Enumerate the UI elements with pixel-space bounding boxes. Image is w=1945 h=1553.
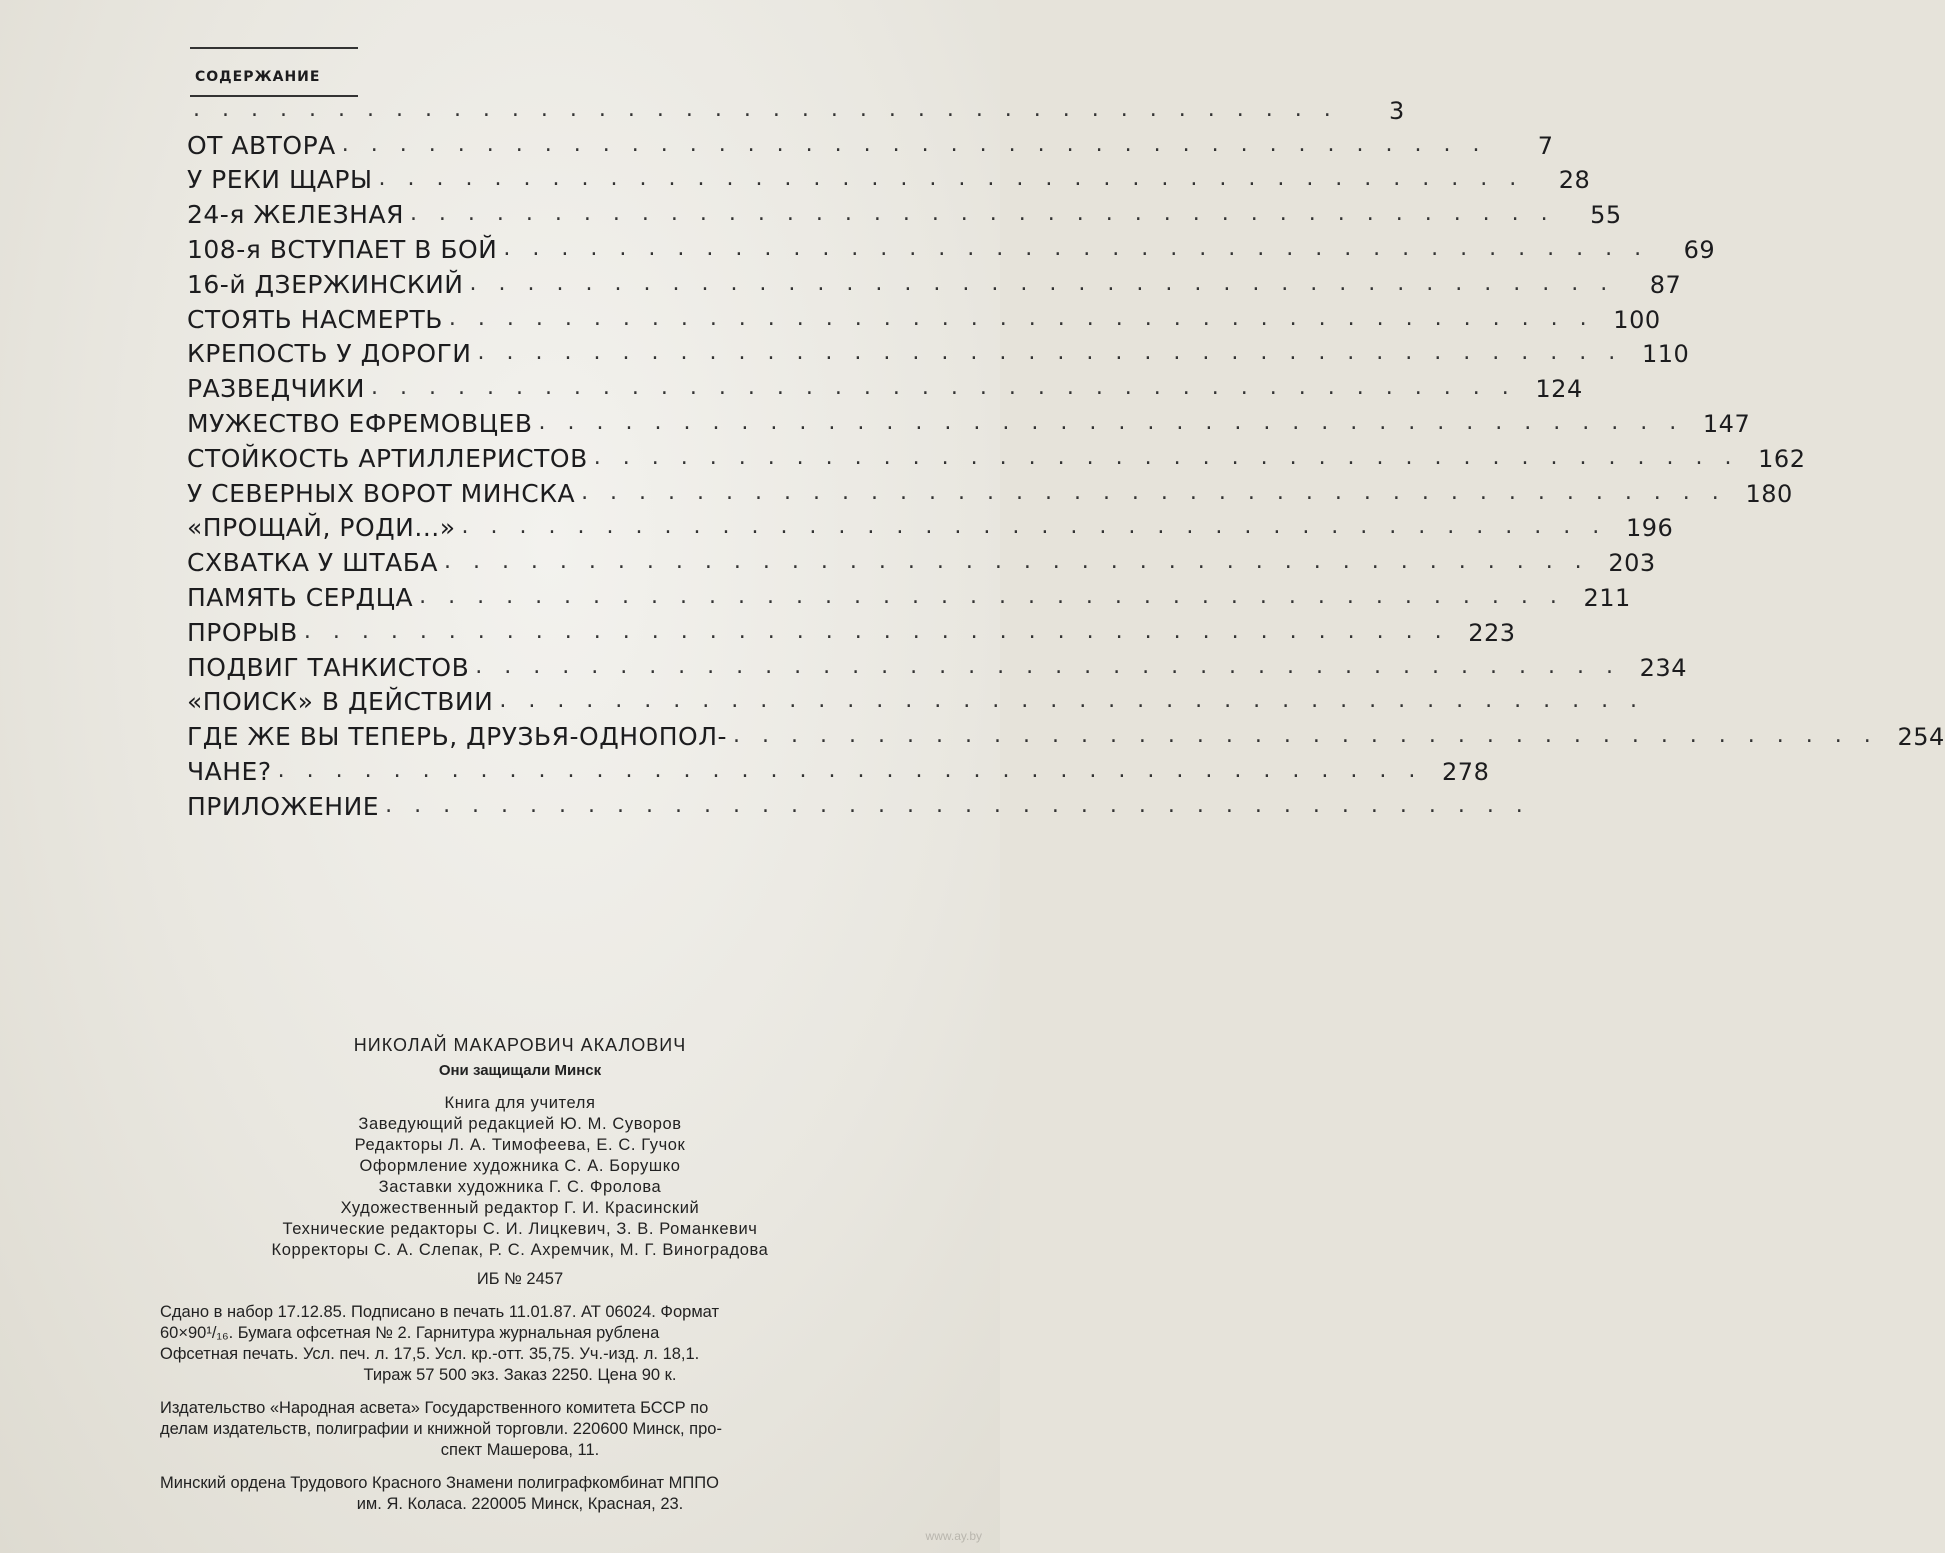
publisher-line: спект Машерова, 11. (440, 1441, 600, 1459)
toc-entry-title: СХВАТКА У ШТАБА (187, 548, 438, 578)
toc-entry-title: ПРОРЫВ (187, 617, 298, 647)
toc-entry (187, 264, 1682, 299)
toc-leader-dots: ........................................ (370, 375, 1531, 401)
toc-entry (187, 786, 1545, 821)
toc-entry-title: РАЗВЕДЧИКИ (187, 374, 365, 404)
toc-entry (187, 334, 1690, 369)
print-detail-line: Офсетная печать. Усл. печ. л. 17,5. Усл. кр.-отт. 35,75. Уч.-изд. л. 18,1. (160, 1345, 700, 1363)
toc-leader-dots: ........................................ (475, 653, 1635, 679)
print-detail-line: Тираж 57 500 экз. Заказ 2250. Цена 90 к. (363, 1366, 677, 1384)
toc-entry (187, 194, 1622, 230)
publisher-line: Издательство «Народная асвета» Государственного комитета БССР по (160, 1399, 709, 1417)
toc-entry-page: 147 (1702, 409, 1751, 438)
toc-entry (187, 508, 1674, 543)
toc-entry-title: 108-я ВСТУПАЕТ В БОЙ (187, 234, 498, 264)
toc-leader-dots: ........................................ (277, 757, 1438, 783)
author-name: НИКОЛАЙ МАКАРОВИЧ АКАЛОВИЧ (353, 1035, 687, 1055)
toc-entry-title: СТОЙКОСТЬ АРТИЛЛЕРИСТОВ (187, 443, 588, 473)
toc-entry (187, 160, 1591, 195)
toc-entry-page: 28 (1558, 166, 1591, 195)
credit-line: Корректоры С. А. Слепак, Р. С. Ахремчик, М. Г. Виноградова (271, 1241, 769, 1259)
toc-entry-title: КРЕПОСТЬ У ДОРОГИ (187, 339, 472, 369)
toc-entry (187, 90, 1405, 125)
toc-entry (187, 473, 1793, 508)
toc-entry-page: 180 (1745, 479, 1793, 508)
toc-entry (187, 577, 1631, 612)
toc-entry-title: СТОЯТЬ НАСМЕРТЬ (187, 304, 443, 334)
toc-entry-title: ПОДВИГ ТАНКИСТОВ (187, 652, 470, 682)
toc-entry-page: 211 (1583, 583, 1631, 612)
toc-leader-dots: ........................................ (503, 235, 1664, 261)
toc-entry (187, 125, 1554, 160)
toc-entry (187, 438, 1806, 473)
credit-line: Технические редакторы С. И. Лицкевич, З. В. Романкевич (282, 1220, 758, 1238)
credit-line: Редакторы Л. А. Тимофеева, Е. С. Гучок (354, 1136, 686, 1154)
toc-leader-dots: ........................................ (461, 514, 1622, 540)
toc-entry-title: ПРИЛОЖЕНИЕ (187, 791, 380, 821)
toc-entry-title: ГДЕ ЖЕ ВЫ ТЕПЕРЬ, ДРУЗЬЯ-ОДНОПОЛ- (187, 722, 728, 752)
printer-line: им. Я. Коласа. 220005 Минск, Красная, 23. (356, 1495, 684, 1513)
toc-entry-page: 100 (1613, 305, 1661, 334)
toc-leader-dots: ........................................ (499, 688, 1660, 714)
toc-entry (187, 682, 1660, 717)
toc-leader-dots: ........................................ (385, 792, 1545, 818)
toc-entry (187, 751, 1490, 786)
toc-entry-title: 16-й ДЗЕРЖИНСКИЙ (187, 269, 464, 299)
toc-entry (187, 612, 1516, 647)
toc-entry-page: 69 (1683, 235, 1716, 264)
toc-entry-page: 162 (1758, 444, 1806, 473)
toc-entry-page: 254 (1897, 723, 1945, 752)
toc-entry-page: 110 (1641, 340, 1690, 369)
toc-entry (187, 647, 1687, 682)
toc-entry (187, 542, 1656, 578)
toc-entry-title: ОТ АВТОРА (187, 130, 336, 160)
toc-entry-page: 7 (1537, 131, 1554, 160)
toc-entry-page: 203 (1608, 549, 1656, 578)
toc-entry (187, 368, 1583, 404)
watermark: www.ay.by (925, 1529, 982, 1543)
toc-leader-dots: ........................................ (443, 549, 1604, 575)
toc-entry (187, 403, 1751, 438)
publisher-line: делам издательств, полиграфии и книжной торговли. 220600 Минск, про- (160, 1420, 722, 1438)
toc-entry-page: 124 (1535, 375, 1583, 404)
imprint-block (160, 1035, 880, 1515)
printer-info (160, 1473, 880, 1515)
toc-entry-page: 223 (1468, 618, 1516, 647)
toc-entry-title: У СЕВЕРНЫХ ВОРОТ МИНСКА (187, 478, 576, 508)
toc-leader-dots: ........................................ (593, 444, 1754, 470)
toc-heading: содержание (195, 62, 321, 86)
toc-leader-dots: ........................................ (378, 166, 1539, 192)
printer-line: Минский ордена Трудового Красного Знамени полиграфкомбинат МППО (160, 1474, 719, 1492)
toc-leader-dots: ........................................ (477, 340, 1638, 366)
print-detail-line: Сдано в набор 17.12.85. Подписано в печать 11.01.87. АТ 06024. Формат (160, 1303, 720, 1321)
credit-line: Оформление художника С. А. Борушко (359, 1157, 681, 1175)
toc-leader-dots: ........................................ (733, 723, 1893, 749)
toc-leader-dots: ........................................ (581, 479, 1741, 505)
toc-leader-dots: ........................................ (448, 305, 1609, 331)
toc-leader-dots: ........................................ (419, 583, 1579, 609)
credit-line: Художественный редактор Г. И. Красинский (340, 1199, 700, 1217)
table-of-contents (187, 90, 1945, 821)
toc-leader-dots: ........................................ (303, 618, 1464, 644)
publisher-info (160, 1398, 880, 1461)
toc-entry (187, 299, 1661, 334)
toc-entry-title: МУЖЕСТВО ЕФРЕМОВЦЕВ (187, 408, 533, 438)
toc-entry-page: 196 (1625, 514, 1674, 543)
toc-leader-dots: ........................................ (409, 201, 1570, 227)
toc-leader-dots: ........................................ (469, 270, 1630, 296)
credit-line: Книга для учителя (444, 1094, 596, 1112)
toc-entry (187, 229, 1716, 264)
toc-entry (187, 716, 1945, 752)
toc-entry-title: У РЕКИ ЩАРЫ (187, 165, 373, 195)
credit-line: Заставки художника Г. С. Фролова (378, 1178, 662, 1196)
toc-entry-page: 87 (1649, 270, 1682, 299)
toc-leader-dots: ........................................ (341, 131, 1502, 157)
toc-leader-dots: ........................................ (538, 409, 1699, 435)
book-title: Они защищали Минск (438, 1062, 602, 1079)
print-details (160, 1302, 880, 1386)
credit-line: Заведующий редакцией Ю. М. Суворов (358, 1115, 682, 1133)
toc-entry-page: 55 (1590, 201, 1622, 230)
toc-entry-title: 24-я ЖЕЛЕЗНАЯ (187, 200, 404, 230)
print-detail-line: 60×90¹/₁₆. Бумага офсетная № 2. Гарнитура журнальная рублена (160, 1324, 660, 1342)
toc-entry-page: 278 (1442, 757, 1490, 786)
ib-number: ИБ № 2457 (476, 1270, 564, 1288)
toc-entry-title: «ПРОЩАЙ, РОДИ...» (187, 513, 456, 543)
toc-entry-page: 3 (1388, 96, 1405, 125)
toc-leader-dots: ........................................ (193, 96, 1353, 122)
toc-entry-page: 234 (1639, 653, 1687, 682)
toc-entry-title: ПАМЯТЬ СЕРДЦА (187, 582, 414, 612)
heading-rule-top (190, 47, 358, 49)
toc-entry-title: ЧАНЕ? (187, 756, 272, 786)
toc-entry-title: «ПОИСК» В ДЕЙСТВИИ (187, 687, 494, 717)
